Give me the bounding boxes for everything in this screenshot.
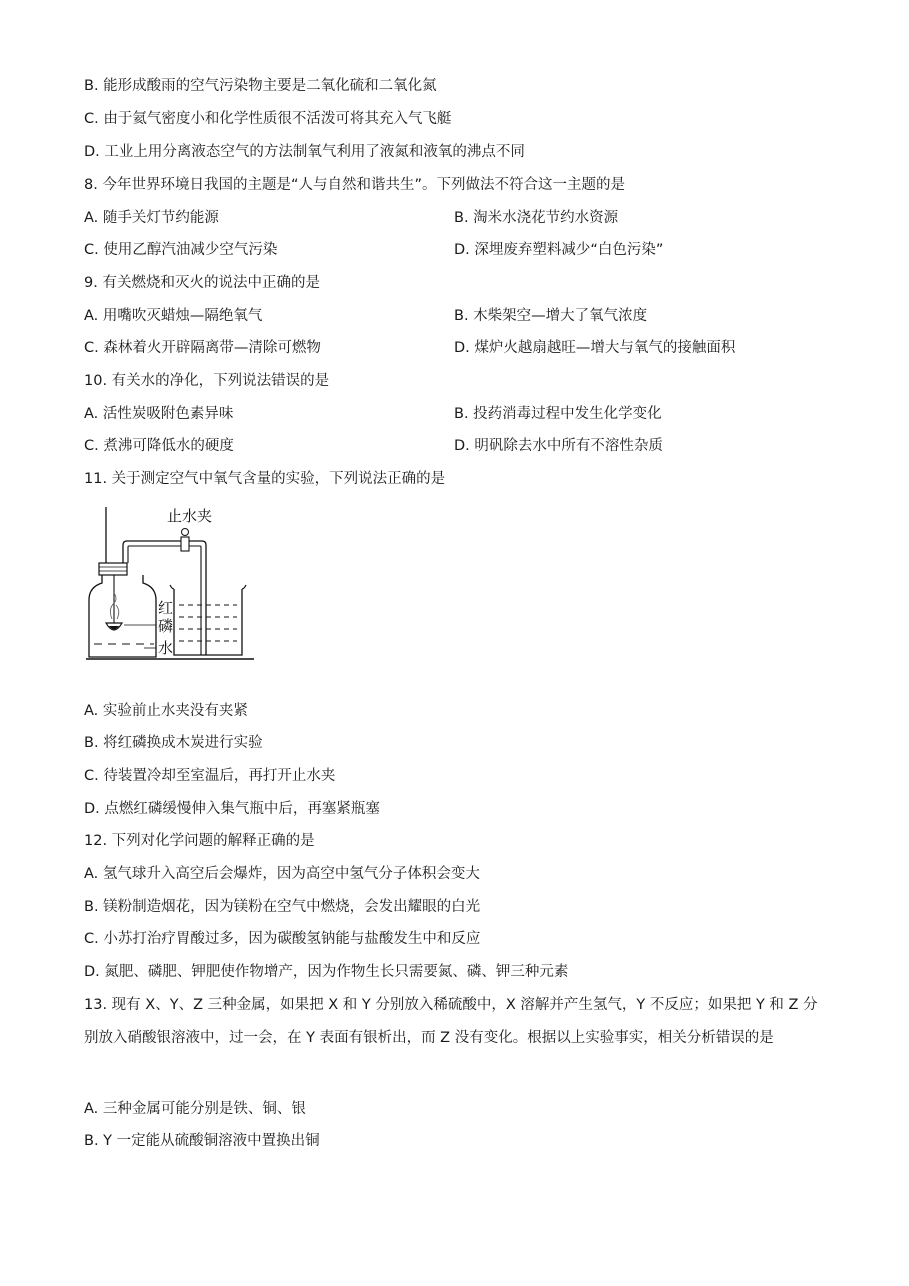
q11-option-b: B. 将红磷换成木炭进行实验	[84, 735, 263, 751]
q7-option-b: B. 能形成酸雨的空气污染物主要是二氧化硫和二氧化氮	[84, 78, 437, 94]
q9-option-a: A. 用嘴吹灭蜡烛—隔绝氧气	[84, 308, 263, 324]
clamp-label: 止水夹	[167, 507, 213, 525]
q11-stem: 11. 关于测定空气中氧气含量的实验，下列说法正确的是	[84, 471, 446, 487]
q8-stem: 8. 今年世界环境日我国的主题是“人与自然和谐共生”。下列做法不符合这一主题的是	[84, 177, 625, 193]
water-label: 水	[158, 639, 174, 657]
clamp-icon	[181, 537, 189, 551]
q13-option-b: B. Y 一定能从硫酸铜溶液中置换出铜	[84, 1133, 320, 1149]
q8-option-a: A. 随手关灯节约能源	[84, 210, 219, 226]
beaker-water	[179, 605, 237, 641]
q9-option-c: C. 森林着火开辟隔离带—清除可燃物	[84, 340, 321, 356]
q10-option-b: B. 投药消毒过程中发生化学变化	[454, 406, 662, 422]
q8-option-c: C. 使用乙醇汽油减少空气污染	[84, 242, 278, 258]
q13-stem: 13. 现有 X、Y、Z 三种金属，如果把 X 和 Y 分别放入稀硫酸中，X 溶解并产生氢气，Y 不反应；如果把 Y 和 Z 分别放入硝酸银溶液中，过一会，在 Y 表面有银析出，而 Z 没有变化。根据以上实验事实，相关分析错误的是	[84, 997, 818, 1046]
q10-option-d: D. 明矾除去水中所有不溶性杂质	[454, 438, 663, 454]
connecting-tube	[123, 541, 206, 655]
q11-option-c: C. 待装置冷却至室温后，再打开止水夹	[84, 768, 336, 784]
q8-option-b: B. 淘米水浇花节约水资源	[454, 210, 619, 226]
beaker	[174, 589, 242, 655]
phosphorus-label-2: 磷	[158, 617, 174, 635]
q13-option-a: A. 三种金属可能分别是铁、铜、银	[84, 1101, 306, 1117]
q12-option-a: A. 氢气球升入高空后会爆炸，因为高空中氢气分子体积会变大	[84, 866, 480, 882]
q11-option-d: D. 点燃红磷缓慢伸入集气瓶中后，再塞紧瓶塞	[84, 801, 380, 817]
q12-option-c: C. 小苏打治疗胃酸过多，因为碳酸氢钠能与盐酸发生中和反应	[84, 931, 481, 947]
gas-bottle	[89, 575, 156, 657]
q12-stem: 12. 下列对化学问题的解释正确的是	[84, 833, 315, 849]
q12-option-d: D. 氮肥、磷肥、钾肥使作物增产，因为作物生长只需要氮、磷、钾三种元素	[84, 964, 569, 980]
q7-option-c: C. 由于氦气密度小和化学性质很不活泼可将其充入气飞艇	[84, 111, 452, 127]
q10-stem: 10. 有关水的净化，下列说法错误的是	[84, 373, 330, 389]
q9-stem: 9. 有关燃烧和灭火的说法中正确的是	[84, 275, 320, 291]
q10-option-c: C. 煮沸可降低水的硬度	[84, 438, 234, 454]
q9-option-b: B. 木柴架空—增大了氧气浓度	[454, 308, 648, 324]
q12-option-b: B. 镁粉制造烟花，因为镁粉在空气中燃烧，会发出耀眼的白光	[84, 899, 481, 915]
q8-option-d: D. 深埋废弃塑料减少“白色污染”	[454, 242, 664, 258]
q10-option-a: A. 活性炭吸附色素异味	[84, 406, 234, 422]
bottle-stopper	[99, 563, 127, 575]
q9-option-d: D. 煤炉火越扇越旺—增大与氧气的接触面积	[454, 340, 736, 356]
q11-option-a: A. 实验前止水夹没有夹紧	[84, 703, 248, 719]
q7-option-d: D. 工业上用分离液态空气的方法制氧气利用了液氮和液氧的沸点不同	[84, 144, 525, 160]
phosphorus-label-1: 红	[158, 599, 174, 617]
oxygen-experiment-figure	[84, 505, 259, 665]
